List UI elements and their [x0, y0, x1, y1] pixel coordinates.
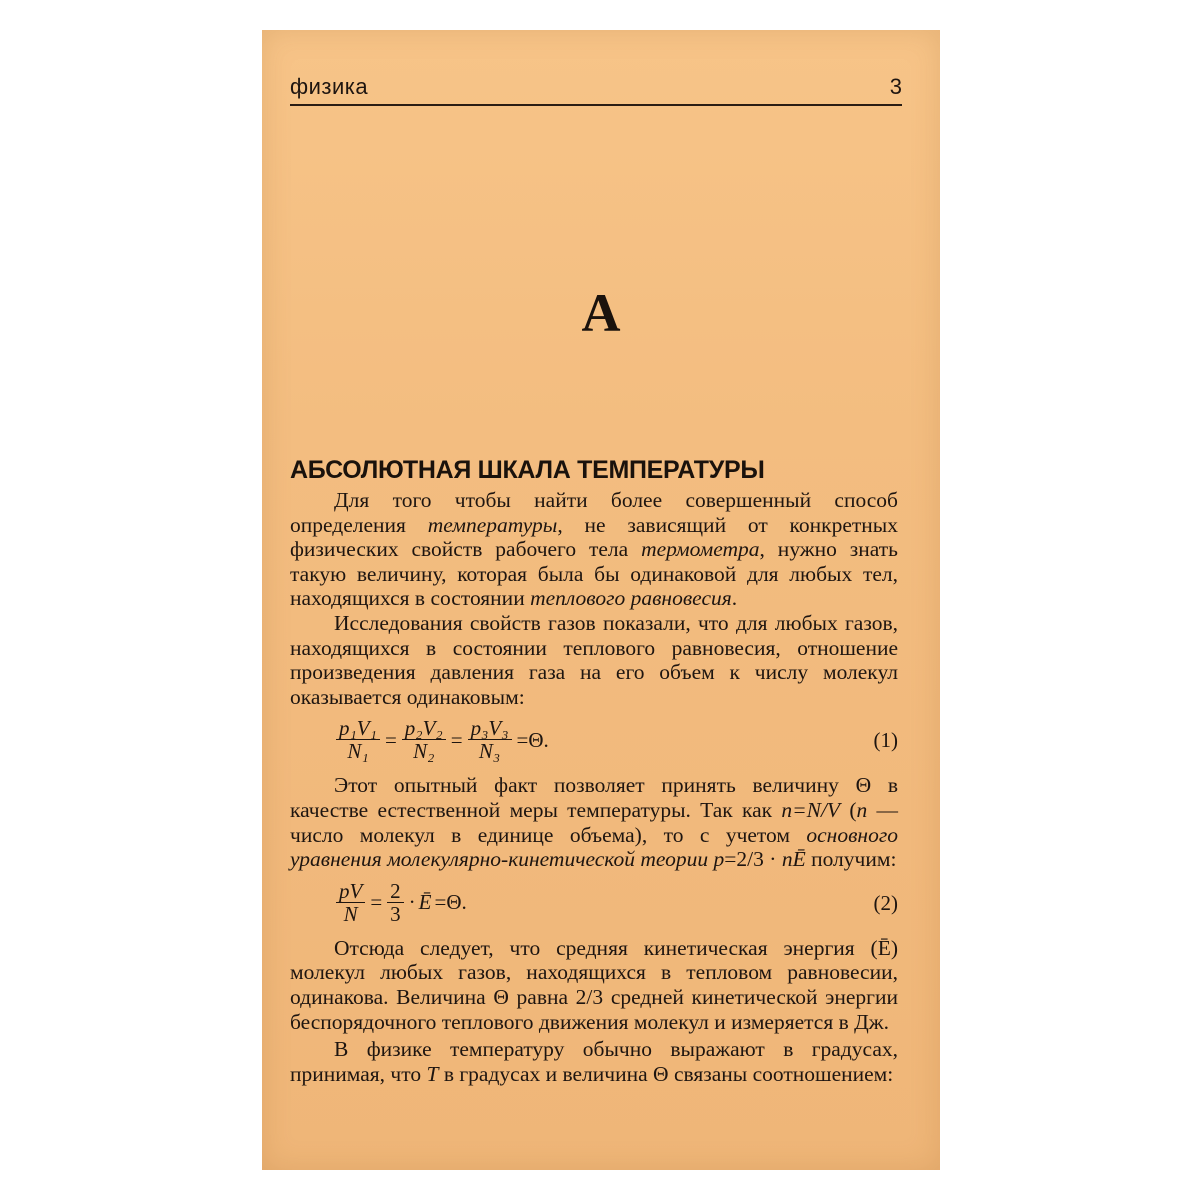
- page-number: 3: [889, 74, 902, 99]
- fraction: [336, 717, 380, 762]
- formula-tail: =Θ.: [434, 889, 467, 914]
- equals-sign: =: [384, 727, 397, 752]
- text: (: [840, 797, 857, 822]
- paragraph-2: Исследования свойств газов показали, что для любых газов, находящихся в состоянии теплового равновесия, отношение произведения давления газа на его объем к числу молекул оказывается одинаковым:: [290, 610, 898, 709]
- numerator: p₃V₃: [468, 717, 512, 740]
- mean-energy-symbol: Ē: [418, 889, 432, 914]
- text: Этот опытный факт позволяет принять величину Θ в качестве естественной меры температуры. Так как: [290, 773, 898, 822]
- formula-1: [290, 713, 898, 767]
- paragraph-4: Отсюда следует, что средняя кинетическая энергия (Ē) молекул любых газов, находящихся в тепловом равновесии, одинакова. Величина Θ равна 2/3 средней кинетической энергии беспорядочного теплового движения молекул и измеряется в Дж.: [290, 935, 898, 1034]
- text: .: [731, 586, 738, 611]
- book-page: [262, 30, 940, 1170]
- term-link: теплового равновесия: [530, 586, 732, 611]
- text: — число молекул в единице объема), то с учетом: [290, 797, 898, 847]
- denominator: N₃: [478, 739, 501, 764]
- equals-sign: =: [450, 727, 463, 752]
- paragraph-1: [290, 488, 898, 611]
- numerator: pV: [336, 880, 365, 903]
- term-link: основного уравнения молекулярно-кинетической теории: [290, 822, 898, 872]
- numerator: p₂V₂: [402, 717, 446, 740]
- multiply-dot: ·: [408, 889, 416, 914]
- formula-1-expression: [334, 717, 552, 762]
- numerator: 2: [387, 880, 404, 903]
- equation-number: (2): [873, 890, 898, 915]
- dictionary-letter: А: [581, 283, 621, 343]
- denominator: N₂: [413, 739, 435, 764]
- text: Для того чтобы найти более совершенный способ определения: [290, 488, 898, 537]
- math-inline: n=N/V: [781, 797, 841, 822]
- fraction: [387, 880, 404, 925]
- text: В физике температуру обычно выражают в градусах, принимая, что: [290, 1037, 898, 1086]
- denominator: 3: [390, 901, 401, 926]
- text: , не зависящий от конкретных физических свойств рабочего тела: [290, 512, 898, 562]
- denominator: N₁: [347, 739, 369, 764]
- text: =2/3 ·: [724, 847, 782, 872]
- section-title: АБСОЛЮТНАЯ ШКАЛА ТЕМПЕРАТУРЫ: [290, 456, 765, 484]
- fraction: [336, 880, 365, 925]
- fraction: [402, 717, 446, 762]
- math-inline: n: [856, 797, 868, 822]
- math-inline: p: [713, 847, 725, 872]
- running-head: [290, 74, 902, 106]
- formula-2-expression: [334, 880, 470, 925]
- term-link: термометра: [641, 537, 760, 562]
- paragraph-3: [290, 773, 898, 871]
- formula-tail: =Θ.: [516, 727, 549, 752]
- fraction: [468, 717, 512, 762]
- math-inline: nĒ: [781, 847, 806, 872]
- running-head-title: физика: [290, 74, 369, 99]
- article-body: [290, 488, 898, 1086]
- math-inline: T: [426, 1061, 439, 1086]
- formula-2: [290, 876, 898, 930]
- denominator: N: [343, 901, 358, 926]
- term-link: температуры: [427, 512, 558, 537]
- text: в градусах и величина Θ связаны соотношением:: [438, 1061, 894, 1086]
- equation-number: (1): [873, 728, 898, 753]
- equals-sign: =: [370, 889, 383, 914]
- paragraph-5: [290, 1037, 898, 1086]
- text: , нужно знать такую величину, которая была бы одинаковой для любых тел, находящихся в состоянии: [290, 537, 898, 611]
- numerator: p₁V₁: [336, 717, 380, 740]
- text: получим:: [805, 847, 897, 872]
